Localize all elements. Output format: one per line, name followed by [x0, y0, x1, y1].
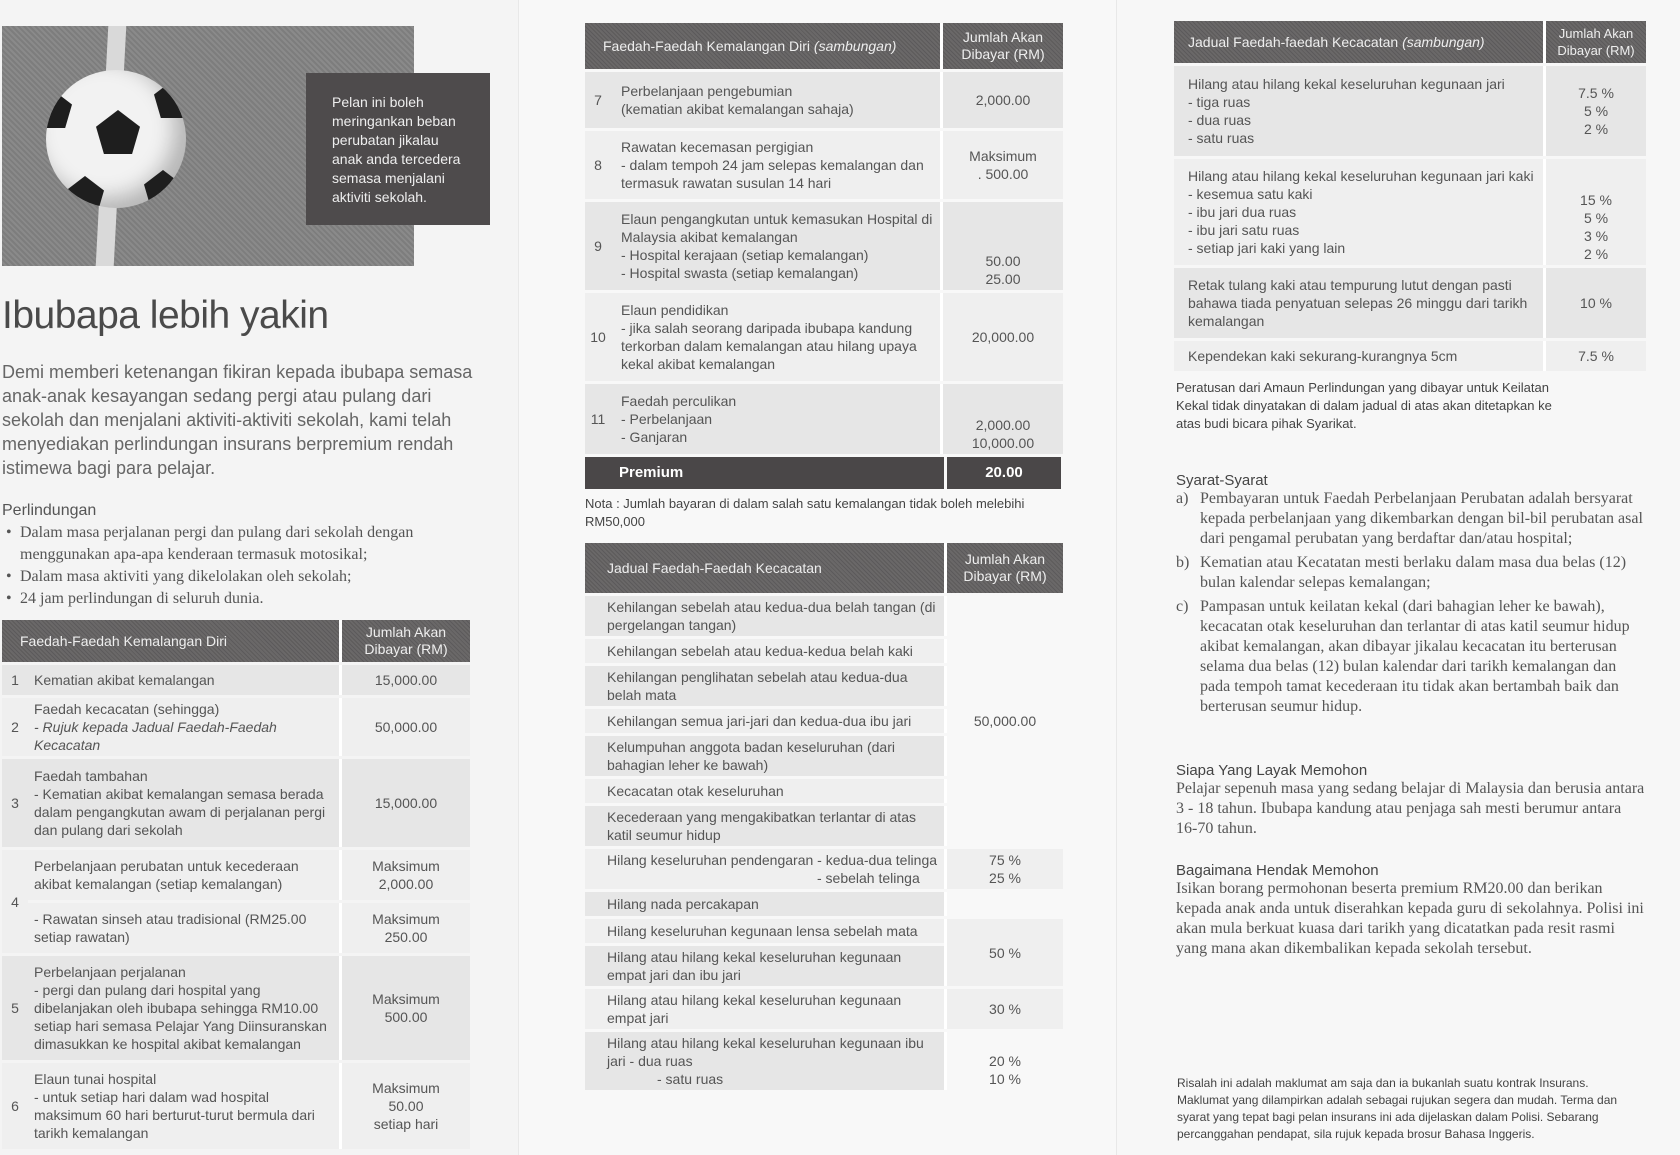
percentage-note: Peratusan dari Amaun Perlindungan yang dibayar untuk Keilatan Kekal tidak dinyatakan di dalam jadual di atas akan ditetapkan ke atas budi bicara pihak Syarikat.: [1176, 380, 1552, 431]
table-header: Jadual Faedah-Faedah Kecacatan: [585, 543, 944, 593]
amount-header: Jumlah Akan Dibayar (RM): [940, 23, 1063, 69]
amount-header: Jumlah Akan Dibayar (RM): [1543, 21, 1646, 63]
table-row: 7 Perbelanjaan pengebumian (kematian akibat kemalangan sahaja) 2,000.00: [585, 72, 1063, 128]
ball-patch: [66, 176, 104, 208]
mohon-title: Bagaimana Hendak Memohon: [1176, 862, 1379, 879]
list-item: c) Pampasan untuk keilatan kekal (dari bahagian leher ke bawah), kecacatan otak keseluruhan dan terlantar di atas katil seumur hidup akibat kemalangan, akan dibayar jikalau kecacatan itu berterusan selama dua belas (12) bulan kalendar dari tarikh kemalangan dan pada tempoh tamat kecederaan itu tidak akan bertambah baik dan berterusan seumur hidup.: [1176, 598, 1630, 715]
table-row: 8 Rawatan kecemasan pergigian - dalam tempoh 24 jam selepas kemalangan dan termasuk rawatan susulan 14 hari Maksimum . 500.00: [585, 131, 1063, 199]
table-header: Jadual Faedah-faedah Kecacatan (sambungan): [1174, 21, 1543, 63]
table-row: Kehilangan sebelah atau kedua-dua belah tangan (di pergelangan tangan): [585, 596, 1063, 636]
table-row: Kehilangan semua jari-jari dan kedua-dua ibu jari 50,000.00: [585, 709, 1063, 733]
table-row: Retak tulang kaki atau tempurung lutut dengan pasti bahawa tiada penyatuan selepas 26 minggu dari tarikh kemalangan 10 %: [1174, 268, 1646, 338]
table-row: 2 Faedah kecacatan (sehingga) - Rujuk kepada Jadual Faedah-Faedah Kecacatan 50,000.00: [2, 698, 470, 756]
table-row: Kependekan kaki sekurang-kurangnya 5cm 7.5 %: [1174, 341, 1646, 371]
ball-patch: [144, 170, 182, 208]
table-row: Kecederaan yang mengakibatkan terlantar di atas katil seumur hidup: [585, 806, 1063, 846]
premium-label: Premium: [585, 457, 944, 489]
disability-table-continued: [1174, 18, 1646, 374]
table-row: Hilang atau hilang kekal keseluruhan kegunaan jari - tiga ruas - dua ruas - satu ruas 7.5 % 5 % 2 %: [1174, 66, 1646, 156]
callout-box: Pelan ini boleh meringankan beban perubatan jikalau anak anda tercedera semasa menjalani aktiviti sekolah.: [306, 73, 490, 225]
table-header: Faedah-Faedah Kemalangan Diri (sambungan): [585, 23, 940, 69]
mohon-section: [1176, 862, 1646, 959]
amount-header: Jumlah Akan Dibayar (RM): [944, 543, 1063, 593]
table-row: Kecacatan otak keseluruhan: [585, 779, 1063, 803]
ball-patch: [46, 90, 72, 128]
list-item: a) Pembayaran untuk Faedah Perbelanjaan Perubatan adalah bersyarat kepada perbelanjaan yang dikembarkan dengan bil-bil perubatan asal dari pengamal perubatan yang berdaftar dan/atau hospital;: [1176, 490, 1643, 547]
table-row: Hilang atau hilang kekal keseluruhan kegunaan empat jari 30 %: [585, 989, 1063, 1029]
syarat-title: Syarat-Syarat: [1176, 472, 1268, 489]
football-icon: [46, 70, 186, 208]
list-item: b) Kematian atau Kecatatan mesti berlaku dalam masa dua belas (12) bulan kalendar selepas kemalangan;: [1176, 554, 1627, 591]
disability-table: [585, 540, 1063, 1093]
list-item: • Dalam masa aktiviti yang dikelolakan oleh sekolah;: [6, 568, 352, 585]
table-row: Hilang atau hilang kekal keseluruhan kegunaan ibu jari - dua ruas - satu ruas 20 % 10 %: [585, 1032, 1063, 1090]
table-row: 9 Elaun pengangkutan untuk kemasukan Hospital di Malaysia akibat kemalangan - Hospital kerajaan (setiap kemalangan) - Hospital swasta (setiap kemalangan) 50.00 25.00: [585, 202, 1063, 290]
table-row: 5 Perbelanjaan perjalanan - pergi dan pulang dari hospital yang dibelanjakan oleh ibubapa sehingga RM10.00 setiap hari semasa Pelajar Yang Diinsuranskan dimasukkan ke hospital akibat kemalangan Maksimum 500.00: [2, 956, 470, 1060]
benefits-table-continued: [585, 20, 1063, 457]
page-title: Ibubapa lebih yakin: [2, 294, 329, 337]
table-row: 3 Faedah tambahan - Kematian akibat kemalangan semasa berada dalam pengangkutan awam di perjalanan pergi dan pulang dari sekolah 15,000.00: [2, 759, 470, 847]
perlindungan-list: [2, 522, 482, 610]
table-row: Kehilangan sebelah atau kedua-kedua belah kaki: [585, 639, 1063, 663]
table-row: 11 Faedah perculikan - Perbelanjaan - Ganjaran 2,000.00 10,000.00: [585, 384, 1063, 454]
premium-bar: [585, 457, 1061, 489]
amount-header: Jumlah Akan Dibayar (RM): [339, 620, 470, 662]
perlindungan-title: Perlindungan: [2, 502, 97, 519]
ball-patch: [96, 110, 140, 154]
table-row: Hilang keseluruhan kegunaan lensa sebelah mata 50 %: [585, 919, 1063, 943]
layak-title: Siapa Yang Layak Memohon: [1176, 762, 1368, 779]
table-row: 1 Kematian akibat kemalangan 15,000.00: [2, 665, 470, 695]
table-row: Kehilangan penglihatan sebelah atau kedua-dua belah mata: [585, 666, 1063, 706]
left-panel: [0, 0, 518, 1155]
table-row: 6 Elaun tunai hospital - untuk setiap hari dalam wad hospital maksimum 60 hari berturut-turut bermula dari tarikh kemalangan Maksimum 50.00 setiap hari: [2, 1063, 470, 1149]
syarat-section: [1176, 472, 1646, 721]
disclaimer-text: Risalah ini adalah maklumat am saja dan ia bukanlah suatu kontrak Insurans. Maklumat yang dilampirkan adalah sebagai rujukan segera dan mudah. Terma dan syarat yang tepat bagi pelan insurans ini ada dijelaskan dalam Polisi. Sebarang percanggahan pendapat, sila rujuk kepada brosur Bahasa Inggeris.: [1177, 1076, 1618, 1141]
ball-patch: [154, 80, 186, 118]
table-row: Hilang nada percakapan: [585, 892, 1063, 916]
layak-section: [1176, 762, 1646, 839]
table-row: - Rawatan sinseh atau tradisional (RM25.00 setiap rawatan) Maksimum 250.00: [2, 903, 470, 953]
table-row: 4 Perbelanjaan perubatan untuk kecederaan akibat kemalangan (setiap kemalangan) Maksimum 2,000.00: [2, 850, 470, 900]
table-row: Hilang atau hilang kekal keseluruhan kegunaan jari kaki - kesemua satu kaki - ibu jari dua ruas - ibu jari satu ruas - setiap jari kaki yang lain 15 % 5 % 3 % 2 %: [1174, 159, 1646, 265]
mohon-text: Isikan borang permohonan beserta premium RM20.00 dan berikan kepada anak anda untuk diserahkan kepada guru di sekolahnya. Polisi ini akan mula berkuat kuasa dari tarikh yang dicatatkan pada resit rasmi yang mana akan dikembalikan kepada sekolah tersebut.: [1176, 880, 1644, 957]
list-item: • 24 jam perlindungan di seluruh dunia.: [6, 590, 264, 607]
table-header: Faedah-Faedah Kemalangan Diri: [2, 620, 339, 662]
nota-text: Nota : Jumlah bayaran di dalam salah satu kemalangan tidak boleh melebihi RM50,000: [585, 496, 1025, 529]
table-row: Kelumpuhan anggota badan keseluruhan (dari bahagian leher ke bawah): [585, 736, 1063, 776]
table-row: Hilang atau hilang kekal keseluruhan kegunaan empat jari dan ibu jari: [585, 946, 1063, 986]
list-item: • Dalam masa perjalanan pergi dan pulang dari sekolah dengan menggunakan apa-apa kenderaan termasuk motosikal;: [6, 524, 414, 563]
intro-text: Demi memberi ketenangan fikiran kepada ibubapa semasa anak-anak kesayangan sedang pergi atau pulang dari sekolah dan menjalani aktiviti-aktiviti sekolah, kami telah menyediakan perlindungan insurans berpremium rendah istimewa bagi para pelajar.: [2, 362, 473, 478]
table-row: Hilang keseluruhan pendengaran - kedua-dua telinga - sebelah telinga 75 % 25 %: [585, 849, 1063, 889]
benefits-table: [2, 617, 470, 1152]
premium-value: 20.00: [947, 457, 1061, 489]
table-row: 10 Elaun pendidikan - jika salah seorang daripada ibubapa kandung terkorban dalam kemalangan atau hilang upaya kekal akibat kemalangan 20,000.00: [585, 293, 1063, 381]
layak-text: Pelajar sepenuh masa yang sedang belajar di Malaysia dan berusia antara 3 - 18 tahun. Ibubapa kandung atau penjaga sah mesti berumur antara 16-70 tahun.: [1176, 780, 1645, 837]
